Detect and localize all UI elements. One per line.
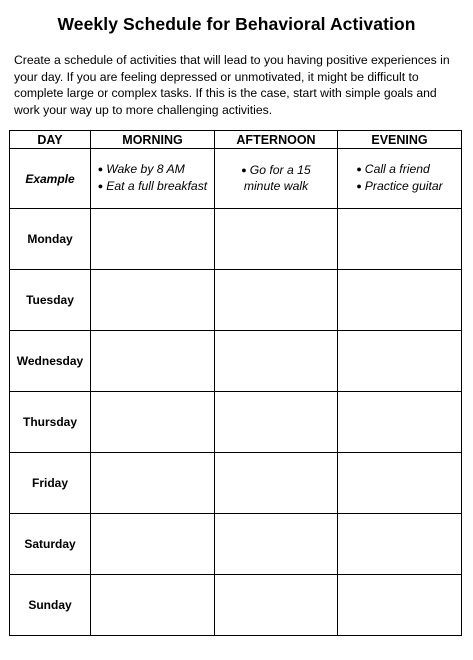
example-evening-list [356, 162, 442, 195]
day-label-thursday: Thursday [10, 392, 91, 453]
header-afternoon: AFTERNOON [215, 131, 338, 149]
day-row-wednesday [10, 331, 462, 392]
page-title: Weekly Schedule for Behavioral Activation [57, 14, 416, 34]
bullet-icon: ● [241, 164, 247, 175]
friday-afternoon-cell[interactable] [215, 453, 338, 514]
header-evening: EVENING [338, 131, 462, 149]
monday-evening-cell[interactable] [338, 209, 462, 270]
bullet-icon: ● [97, 164, 104, 174]
day-label-friday: Friday [10, 453, 91, 514]
wednesday-evening-cell[interactable] [338, 331, 462, 392]
wednesday-afternoon-cell[interactable] [215, 331, 338, 392]
instructions-paragraph: Create a schedule of activities that will lead to you having positive experiences in your day. If you are feeling depressed or unmotivated, it might be difficult to complete large or complex tasks. If this is the case, start with simple goals and work your way up to more challenging activities. [14, 53, 450, 117]
sunday-evening-cell[interactable] [338, 575, 462, 636]
saturday-evening-cell[interactable] [338, 514, 462, 575]
wednesday-morning-cell[interactable] [91, 331, 215, 392]
example-row [10, 149, 462, 209]
list-item: ● Wake by 8 AM [97, 162, 185, 176]
tuesday-morning-cell[interactable] [91, 270, 215, 331]
thursday-afternoon-cell[interactable] [215, 392, 338, 453]
day-row-friday [10, 453, 462, 514]
sunday-afternoon-cell[interactable] [215, 575, 338, 636]
friday-evening-cell[interactable] [338, 453, 462, 514]
example-morning-list [98, 162, 207, 195]
saturday-morning-cell[interactable] [91, 514, 215, 575]
example-afternoon-list [241, 163, 310, 195]
bullet-icon: ● [356, 180, 362, 191]
header-row [10, 131, 462, 149]
monday-afternoon-cell[interactable] [215, 209, 338, 270]
day-row-saturday [10, 514, 462, 575]
thursday-morning-cell[interactable] [91, 392, 215, 453]
day-row-monday [10, 209, 462, 270]
list-item: ● Call a friend [356, 162, 430, 176]
weekly-schedule-table [9, 130, 462, 636]
monday-morning-cell[interactable] [91, 209, 215, 270]
thursday-evening-cell[interactable] [338, 392, 462, 453]
day-label-saturday: Saturday [10, 514, 91, 575]
tuesday-evening-cell[interactable] [338, 270, 462, 331]
saturday-afternoon-cell[interactable] [215, 514, 338, 575]
day-label-sunday: Sunday [10, 575, 91, 636]
list-item: ● Go for a 15 [241, 162, 311, 177]
example-morning-cell [91, 149, 215, 209]
day-label-wednesday: Wednesday [10, 331, 91, 392]
header-morning: MORNING [91, 131, 215, 149]
day-row-thursday [10, 392, 462, 453]
bullet-icon: ● [356, 164, 362, 174]
day-label-monday: Monday [10, 209, 91, 270]
day-row-tuesday [10, 270, 462, 331]
list-item: ● Eat a full breakfast [97, 178, 208, 193]
list-item-continuation: minute walk [243, 179, 309, 193]
header-day: DAY [10, 131, 91, 149]
list-item: ● Practice guitar [356, 178, 443, 193]
example-evening-cell [338, 149, 462, 209]
example-label: Example [10, 149, 91, 209]
sunday-morning-cell[interactable] [91, 575, 215, 636]
day-label-tuesday: Tuesday [10, 270, 91, 331]
example-afternoon-cell [215, 149, 338, 209]
friday-morning-cell[interactable] [91, 453, 215, 514]
bullet-icon: ● [97, 180, 104, 191]
day-row-sunday [10, 575, 462, 636]
tuesday-afternoon-cell[interactable] [215, 270, 338, 331]
